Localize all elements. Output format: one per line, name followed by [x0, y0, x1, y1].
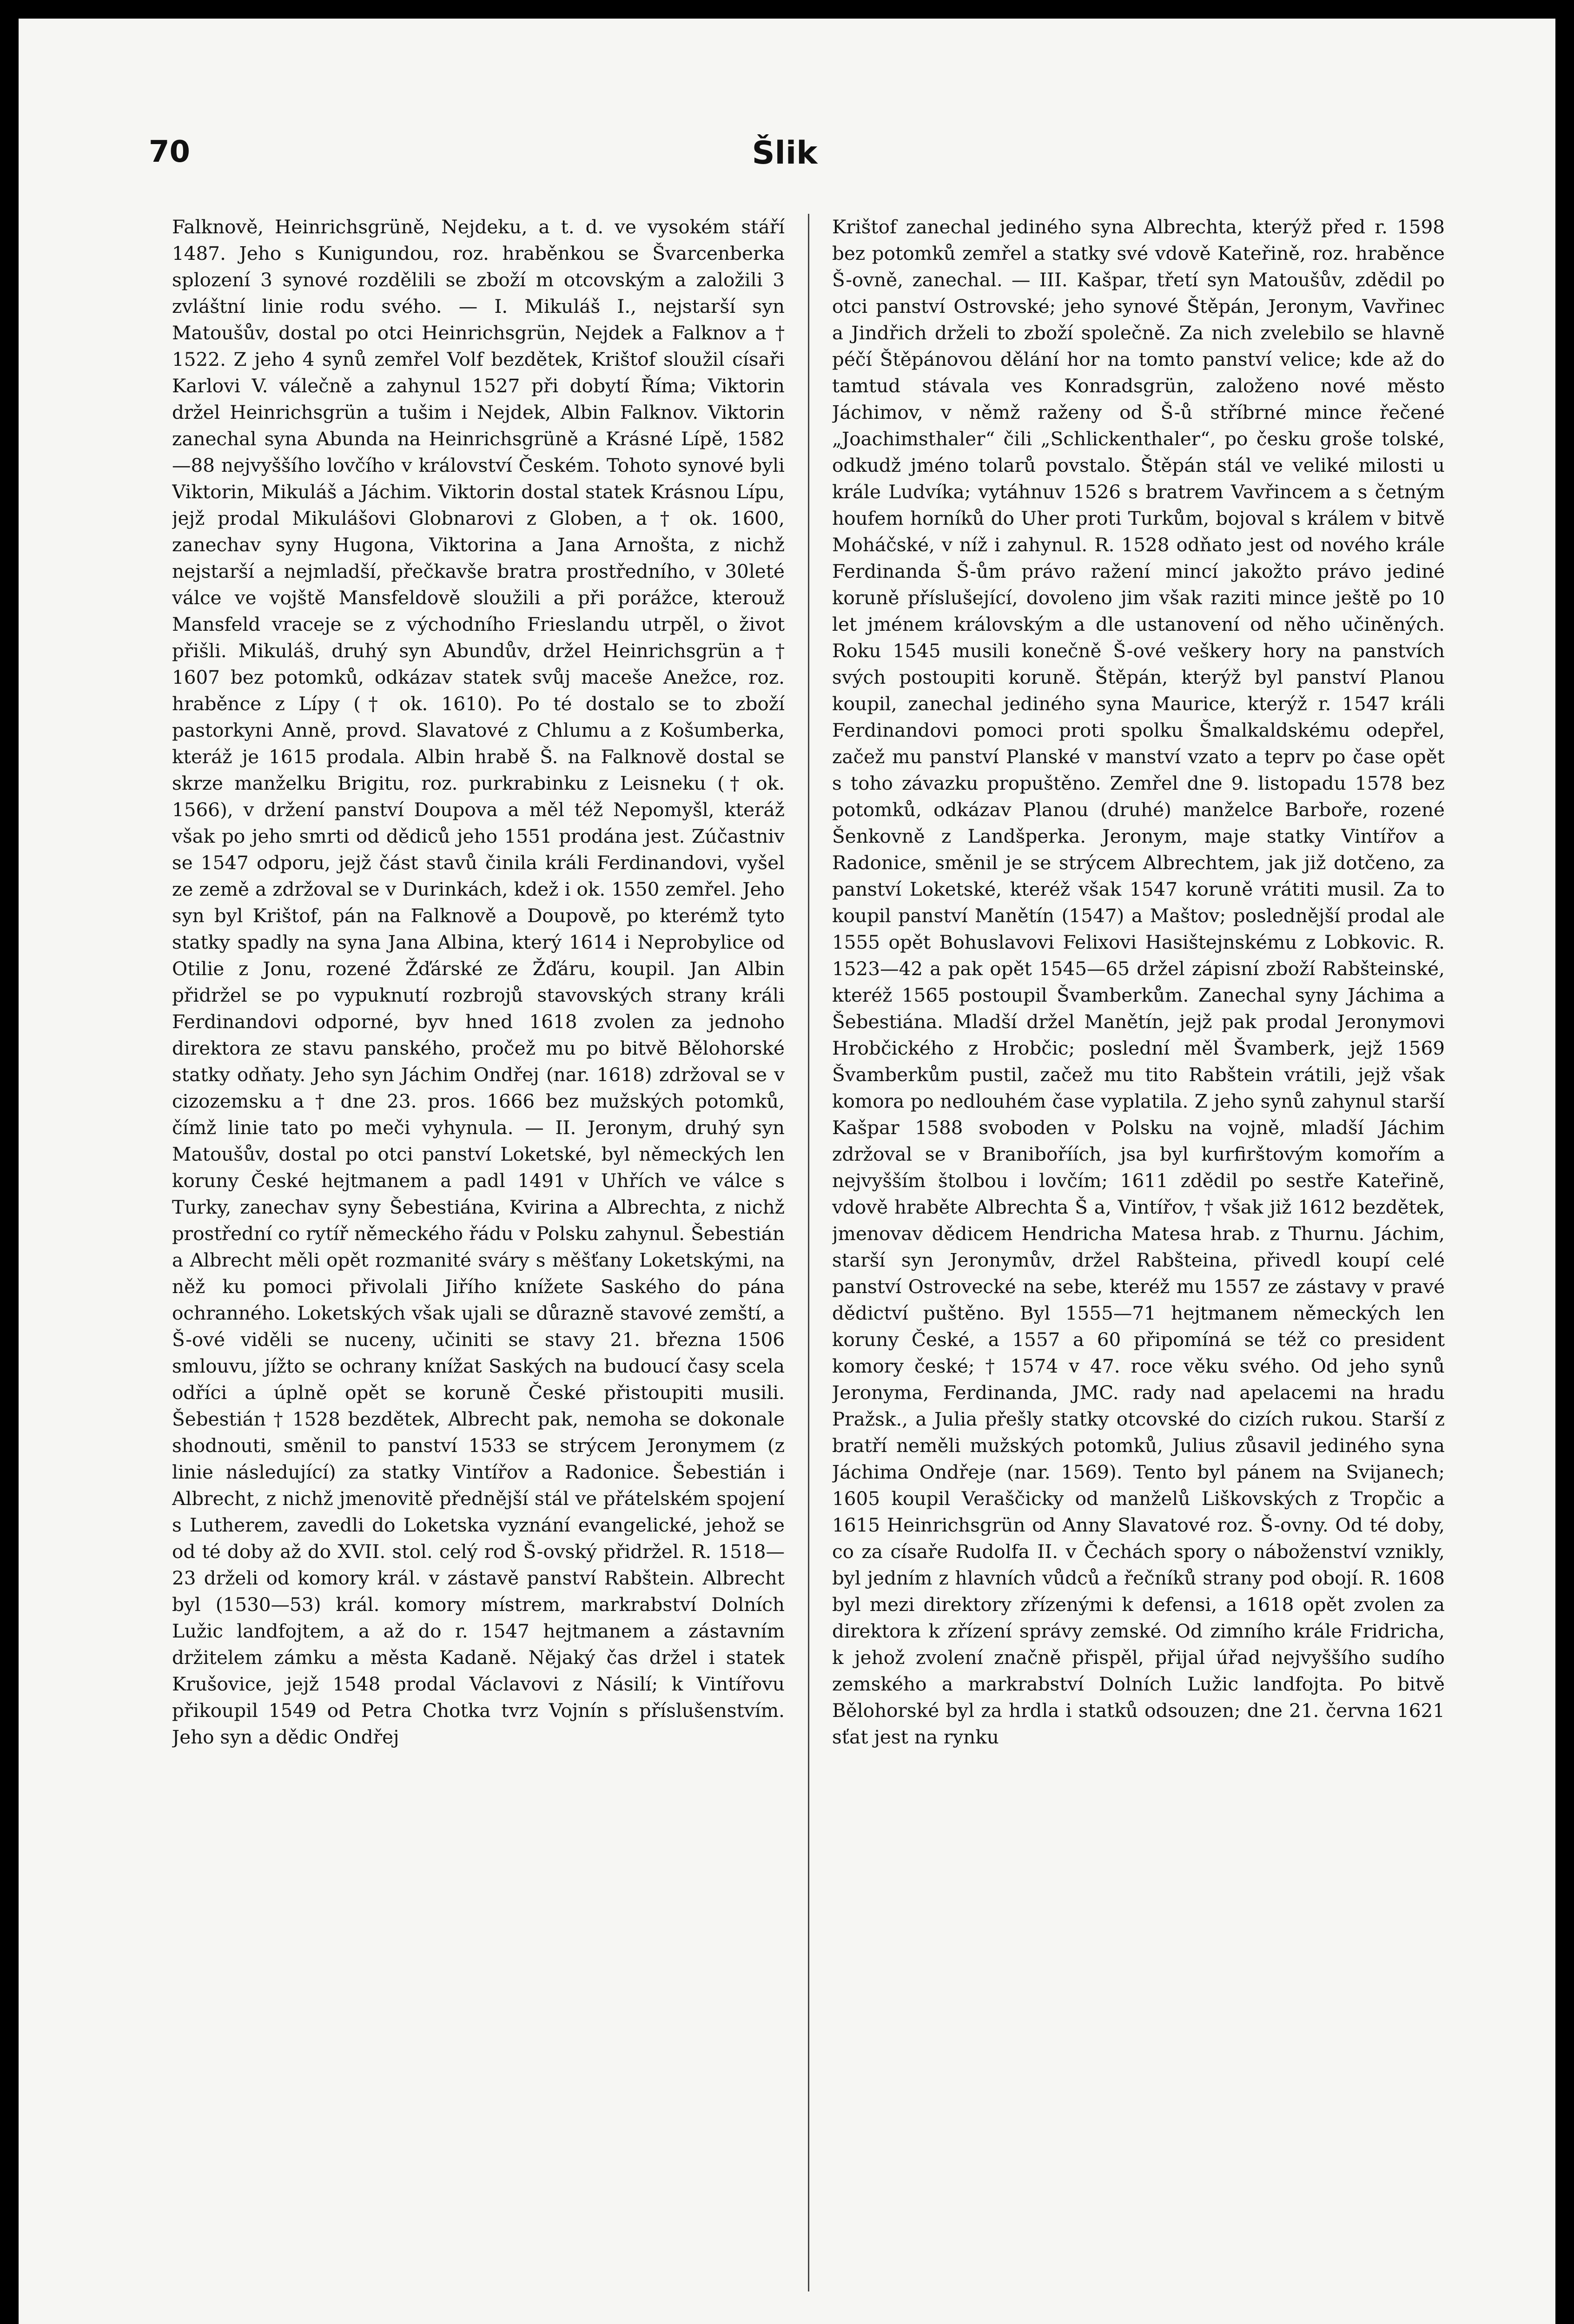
- page-number: 70: [149, 135, 191, 169]
- right-column-text: Krištof zanechal jediného syna Albrechta, kterýž před r. 1598 bez potomků zemřel a statky své vdově Kateřině, roz. hraběnce Š-ovně, zanechal. — III. Kašpar, třetí syn Matoušův, zdědil po otci panství Ostrovské; jeho synové Štěpán, Jeronym, Vavřinec a Jindřich drželi to zboží společně. Za nich zvelebilo se hlavně péčí Štěpánovou dělání hor na tomto panství velice; kde až do tamtud stávala ves Konradsgrün, založeno nové město Jáchimov, v němž raženy od Š-ů stříbrné mince řečené „Joachimsthaler“ čili „Schlickenthaler“, po česku groše tolské, odkudž jméno tolarů povstalo. Štěpán stál ve veliké milosti u krále Ludvíka; vytáhnuv 1526 s bratrem Vavřincem a s četným houfem horníků do Uher proti Turkům, bojoval s králem v bitvě Moháčské, v níž i zahynul. R. 1528 odňato jest od nového krále Ferdinanda Š-ům právo ražení mincí jakožto právo jediné koruně příslušející, dovoleno jim však raziti mince ještě po 10 let jménem královským a dle ustanovení od něho učiněných. Roku 1545 musili konečně Š-ové veškery hory na panstvích svých postoupiti koruně. Štěpán, kterýž byl panství Planou koupil, zanechal jediného syna Maurice, kterýž r. 1547 králi Ferdinandovi pomoci proti spolku Šmalkaldskému odepřel, začež mu panství Planské v manství vzato a teprv po čase opět s toho závazku propuštěno. Zemřel dne 9. listopadu 1578 bez potomků, odkázav Planou (druhé) manželce Barboře, rozené Šenkovně z Landšperka. Jeronym, maje statky Vintířov a Radonice, směnil je se strýcem Albrechtem, jak již dotčeno, za panství Loketské, kteréž však 1547 koruně vrátiti musil. Za to koupil panství Manětín (1547) a Maštov; poslednější prodal ale 1555 opět Bohuslavovi Felixovi Hasištejnskému z Lobkovic. R. 1523—42 a pak opět 1545—65 držel zápisní zboží Rabšteinské, kteréž 1565 postoupil Švamberkům. Zanechal syny Jáchima a Šebestiána. Mladší držel Manětín, jejž pak prodal Jeronymovi Hrobčického z Hrobčic; poslední měl Švamberk, jejž 1569 Švamberkům pustil, začež mu tito Rabštein vrátili, jejž však komora po nedlouhém čase vyplatila. Z jeho synů zahynul starší Kašpar 1588 svoboden v Polsku na vojně, mladší Jáchim zdržoval se v Braniboříích, jsa byl kurfirštovým komořím a nejvyšším štolbou i lovčím; 1611 zdědil po sestře Kateřině, vdově hraběte Albrechta Š a, Vintířov, † však již 1612 bezdětek, jmenovav dědicem Hendricha Matesa hrab. z Thurnu. Jáchim, starší syn Jeronymův, držel Rabšteina, přivedl koupí celé panství Ostrovecké na sebe, kteréž mu 1557 ze zástavy v pravé dědictví puštěno. Byl 1555—71 hejtmanem německých len koruny České, a 1557 a 60 připomíná se též co president komory české; † 1574 v 47. roce věku svého. Od jeho synů Jeronyma, Ferdinanda, JMC. rady nad apelacemi na hradu Pražsk., a Julia přešly statky otcovské do cizích rukou. Starší z bratří neměli mužských potomků, Julius zůsavil jediného syna Jáchima Ondřeje (nar. 1569). Tento byl pánem na Svijanech; 1605 koupil Veraščicky od manželů Liškovských z Tropčic a 1615 Heinrichsgrün od Anny Slavatové roz. Š-ovny. Od té doby, co za císaře Rudolfa II. v Čechách spory o náboženství vznikly, byl jedním z hlavních vůdců a řečníků strany pod obojí. R. 1608 byl mezi direktory zřízenými k defensi, a 1618 opět zvolen za direktora k zřízení správy zemské. Od zimního krále Fridricha, k jehož zvolení značně přispěl, přijal úřad nejvyššího sudího zemského a markrabství Dolních Lužic landfojta. Po bitvě Bělohorské byl za hrdla i statků odsouzen; dne 21. června 1621 sťat jest na rynku: [832, 216, 1445, 1748]
- text-columns: [172, 214, 1445, 2296]
- page-header: [149, 135, 1421, 186]
- right-column: [832, 214, 1445, 2291]
- left-column: [172, 214, 785, 2291]
- running-head: Šlik: [752, 135, 818, 172]
- scanned-page: [19, 19, 1555, 2324]
- left-column-text: Falknově, Heinrichsgrüně, Nejdeku, a t. d. ve vysokém stáří 1487. Jeho s Kunigundou, roz. hraběnkou se Švarcenberka splození 3 synové rozdělili se zboží m otcovským a založili 3 zvláštní linie rodu svého. — I. Mikuláš I., nejstarší syn Matoušův, dostal po otci Heinrichsgrün, Nejdek a Falknov a † 1522. Z jeho 4 synů zemřel Volf bezdětek, Krištof sloužil císaři Karlovi V. válečně a zahynul 1527 při dobytí Říma; Viktorin držel Heinrichsgrün a tušim i Nejdek, Albin Falknov. Viktorin zanechal syna Abunda na Heinrichsgrüně a Krásné Lípě, 1582—88 nejvyššího lovčího v království Českém. Tohoto synové byli Viktorin, Mikuláš a Jáchim. Viktorin dostal statek Krásnou Lípu, jejž prodal Mikulášovi Globnarovi z Globen, a † ok. 1600, zanechav syny Hugona, Viktorina a Jana Arnošta, z nichž nejstarší a nejmladší, přečkavše bratra prostředního, v 30leté válce ve vojště Mansfeldově sloužili a při porážce, kterouž Mansfeld vraceje se z východního Frieslandu utrpěl, o život přišli. Mikuláš, druhý syn Abundův, držel Heinrichsgrün a † 1607 bez potomků, odkázav statek svůj macešе Anežce, roz. hraběnce z Lípy († ok. 1610). Po té dostalo se to zboží pastorkyni Anně, provd. Slavatové z Chlumu a z Košumberka, kteráž je 1615 prodala. Albin hrabě Š. na Falknově dostal se skrze manželku Brigitu, roz. purkrabinku z Leisneku († ok. 1566), v držení panství Doupova a měl též Nepomyšl, kteráž však po jeho smrti od dědiců jeho 1551 prodána jest. Zúčastniv se 1547 odporu, jejž část stavů činila králi Ferdinandovi, vyšel ze země a zdržoval se v Durinkách, kdež i ok. 1550 zemřel. Jeho syn byl Krištof, pán na Falknově a Doupově, po kterémž tyto statky spadly na syna Jana Albina, který 1614 i Neprobylice od Otilie z Jonu, rozené Žďárské ze Žďáru, koupil. Jan Albin přidržel se po vypuknutí rozbrojů stavovských strany králi Ferdinandovi odporné, byv hned 1618 zvolen za jednoho direktora ze stavu panského, pročež mu po bitvě Bělohorské statky odňaty. Jeho syn Jáchim Ondřej (nar. 1618) zdržoval se v cizozemsku a † dne 23. pros. 1666 bez mužských potomků, čímž linie tato po meči vyhynula. — II. Jeronym, druhý syn Matoušův, dostal po otci panství Loketské, byl německých len koruny České hejtmanem a padl 1491 v Uhřích ve válce s Turky, zanechav syny Šebestiána, Kvirina a Albrechta, z nichž prostřední co rytíř německého řádu v Polsku zahynul. Šebestián a Albrecht měli opět rozmanité sváry s měšťany Loketskými, na něž ku pomoci přivolali Jiřího knížete Saského do pána ochranného. Loketských však ujali se důrazně stavové zemští, a Š-ové viděli se nuceny, učiniti se stavy 21. března 1506 smlouvu, jížto se ochrany knížat Saských na budoucí časy scela odříci a úplně opět se koruně České přistoupiti musili. Šebestián † 1528 bezdětek, Albrecht pak, nemoha se dokonale shodnouti, směnil to panství 1533 se strýcem Jeronymem (z linie následující) za statky Vintířov a Radonice. Šebestián i Albrecht, z nichž jmenovitě přednější stál ve přátelském spojení s Lutherem, zavedli do Loketska vyznání evangelické, jehož se od té doby až do XVII. stol. celý rod Š-ovský přidržel. R. 1518—23 drželi od komory král. v zástavě panství Rabštein. Albrecht byl (1530—53) král. komory místrem, markrabství Dolních Lužic landfojtem, a až do r. 1547 hejtmanem a zástavním držitelem zámku a města Kadaně. Nějaký čas držel i statek Krušovice, jejž 1548 prodal Václavovi z Násilí; k Vintířovu přikoupil 1549 od Petra Chotka tvrz Vojnín s příslušenstvím. Jeho syn a dědic Ondřej: [172, 216, 785, 1748]
- column-divider: [808, 214, 809, 2291]
